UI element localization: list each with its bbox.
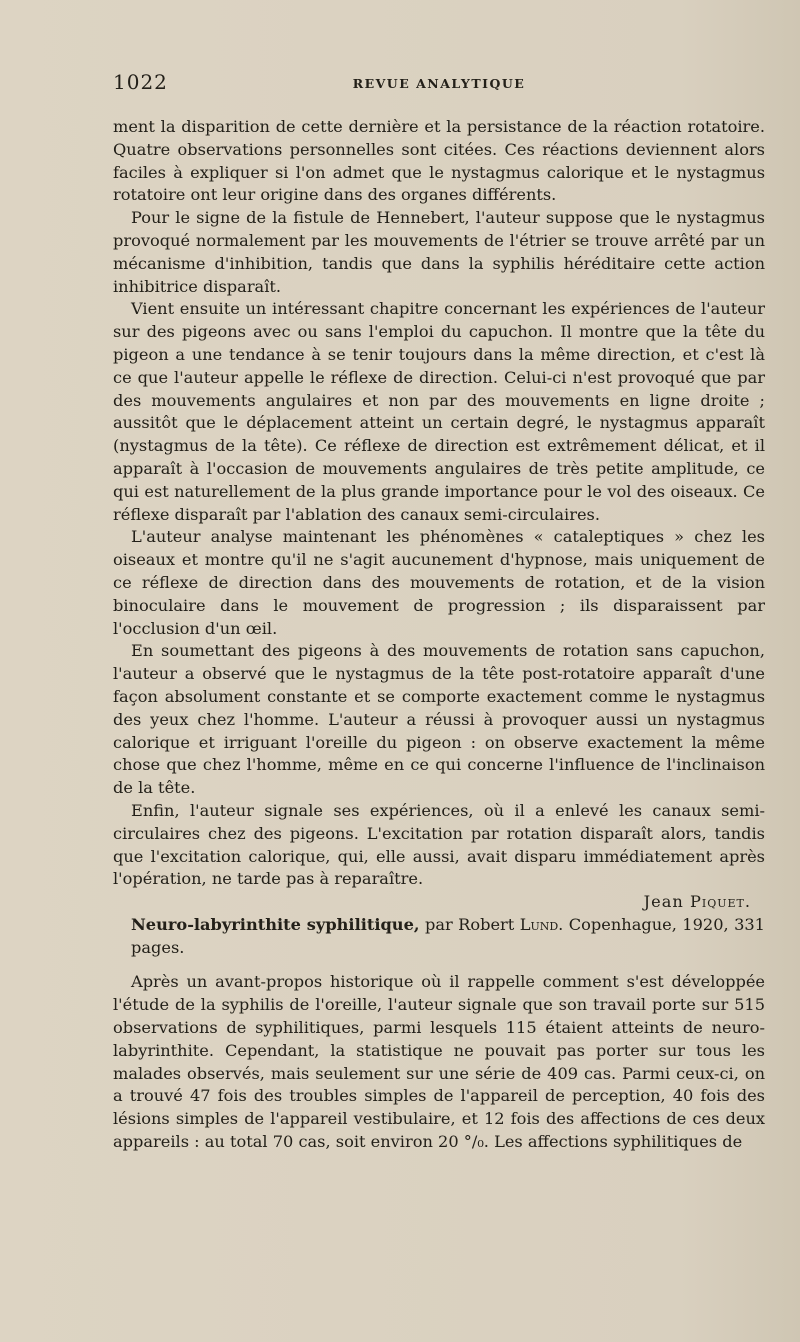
page-number: 1022 [113,70,168,94]
review-author-last: Lund. [519,914,564,934]
review-paragraph: Après un avant-propos historique où il rappelle comment s'est développée l'étude de la syphilis de l'oreille, l'auteur signale que son travail porte sur 515 observations de syphilitiques, parmi lesquels 115 étaient atteints de neuro-labyrinthite. Cependant, la statistique ne pouvait pas porter sur tous les malades observés, mais seulement sur une série de 409 cas. Parmi ceux-ci, on a trouvé 47 fois des troubles simples de l'appareil de perception, 40 fois des lésions simples de l'appareil vestibulaire, et 12 fois des affections de ces deux appareils : au total 70 cas, soit environ 20 °/₀. Les affections syphilitiques de [113,972,765,1152]
paragraph-continuation: ment la disparition de cette dernière et la persistance de la réaction rotatoire. Quatre observations personnelles sont citées. Ces réactions deviennent alors faciles à expliquer si l'on admet que le nystagmus calorique et le nystagmus rotatoire ont leur origine dans des organes différents. [113,117,765,205]
paragraph-canals-removed: Enfin, l'auteur signale ses expériences, où il a enlevé les canaux semi-circulaires chez des pigeons. L'excitation par rotation disparaît alors, tandis que l'excitation calorique, qui, elle aussi, avait disparu immédiatement après l'opération, ne tarde pas à reparaître. [113,800,765,889]
signature-first-name: Jean [643,892,684,912]
paragraph-pigeons-experiments: Vient ensuite un intéressant chapitre concernant les expériences de l'auteur sur des pigeons avec ou sans l'emploi du capuchon. Il montre que la tête du pigeon a une tendance à se tenir toujours dans la même direction, et c'est là ce que l'auteur appelle le réflexe de direction. Celui-ci n'est provoqué que par des mouvements angulaires et non par des mouvements en ligne droite ; aussitôt que le déplacement atteint un certain degré, le nystagmus apparaît (nystagmus de la tête). Ce réflexe de direction est extrêmement délicat, et il apparaît à l'occasion de mouvements angulaires de très petite amplitude, ce qui est naturellement de la plus grande importance pour le vol des oiseaux. Ce réflexe disparaît par l'ablation des canaux semi-circulaires. [113,299,765,524]
journal-title: REVUE ANALYTIQUE [352,76,526,91]
review-publication-details: Copenhague, 1920, 331 pages. [131,914,765,957]
paragraph-rotation: En soumettant des pigeons à des mouvements de rotation sans capuchon, l'auteur a observé que le nystagmus de la tête post-rotatoire apparaît d'une façon absolument constante et se comporte exactement comme le nystagmus des yeux chez l'homme. L'auteur a réussi à provoquer aussi un nystagmus calorique et irriguant l'oreille du pigeon : on observe exactement la même chose que chez l'homme, même en ce qui concerne l'influence de l'inclinaison de la tête. [113,641,765,798]
signature [113,891,765,914]
running-head [113,70,765,100]
spacer [113,959,765,971]
paragraph-cataleptic: L'auteur analyse maintenant les phénomènes « cataleptiques » chez les oiseaux et montre qu'il ne s'agit aucunement d'hypnose, mais uniquement de ce réflexe de direction dans des mouvements de rotation, et de la vision binoculaire dans le mouvement de progression ; ils disparaissent par l'occlusion d'un œil. [113,527,765,638]
paragraph-fistule: Pour le signe de la fistule de Hennebert, l'auteur suppose que le nystagmus provoqué normalement par les mouvements de l'étrier se trouve arrêté par un mécanisme d'inhibition, tandis que dans la syphilis héréditaire cette action inhibitrice disparaît. [113,208,765,296]
signature-last-name: Piquet. [689,892,751,912]
review-author-first: Robert [458,914,515,934]
review-by: par [424,914,453,934]
review-heading [113,914,765,960]
text-column [113,116,765,1154]
review-book-title: Neuro-labyrinthite syphilitique, [131,914,420,934]
